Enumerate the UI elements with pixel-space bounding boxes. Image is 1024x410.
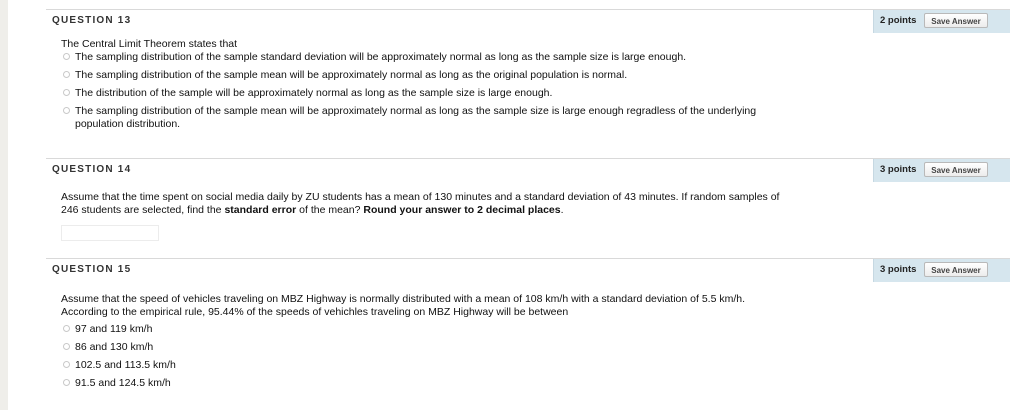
radio-button[interactable] [63,107,70,114]
points-box [873,259,1010,282]
question-stem [61,191,791,217]
question-stem: The Central Limit Theorem states that [61,38,238,50]
option-label: The sampling distribution of the sample mean will be approximately normal as long as the original population is normal. [75,69,628,81]
save-answer-button[interactable]: Save Answer [924,13,988,28]
radio-button[interactable] [63,89,70,96]
radio-button[interactable] [63,71,70,78]
question-13-body [46,34,1010,131]
stem-text: . [560,204,564,216]
points-label: 2 points [880,15,917,26]
points-box [873,10,1010,33]
answer-option[interactable] [61,323,1010,336]
answer-option[interactable] [61,87,1010,100]
option-label: 102.5 and 113.5 km/h [75,359,176,371]
points-label: 3 points [880,164,917,175]
radio-button[interactable] [63,379,70,386]
answer-option[interactable] [61,377,1010,390]
answer-option[interactable] [61,51,1010,64]
stem-emphasis: Round your answer to 2 decimal places [363,204,561,216]
question-13-header [46,9,1010,34]
question-15 [46,258,1010,390]
question-14-header [46,158,1010,183]
radio-button[interactable] [63,343,70,350]
question-number: QUESTION 14 [52,164,132,175]
answer-option[interactable] [61,69,1010,82]
option-label: The distribution of the sample will be approximately normal as long as the sample size is large enough. [75,87,553,99]
save-answer-button[interactable]: Save Answer [924,162,988,177]
points-box [873,159,1010,182]
option-label: The sampling distribution of the sample standard deviation will be approximately normal as long as the sample size is large enough. [75,51,687,63]
option-label: The sampling distribution of the sample mean will be approximately normal as long as the sample size is large enough regradless of the underlying population distribution. [75,105,757,130]
question-15-header [46,258,1010,283]
question-number: QUESTION 15 [52,264,132,275]
question-stem: Assume that the speed of vehicles traveling on MBZ Highway is normally distributed with a mean of 108 km/h with a standard deviation of 5.5 km/h. According to the empirical rule, 95.44% of the speeds of vehichles traveling on MBZ Highway will be between [61,293,746,318]
answer-option[interactable] [61,341,1010,354]
question-14 [46,158,1010,241]
option-label: 97 and 119 km/h [75,323,153,335]
points-label: 3 points [880,264,917,275]
radio-button[interactable] [63,361,70,368]
question-15-body [46,283,1010,390]
answer-input[interactable] [61,225,159,241]
save-answer-button[interactable]: Save Answer [924,262,988,277]
stem-text: of the mean? [296,204,364,216]
option-label: 86 and 130 km/h [75,341,154,353]
answer-option[interactable] [61,359,1010,372]
stem-emphasis: standard error [224,204,297,216]
quiz-page [8,0,1024,410]
stem-text: Assume that the time spent on social media daily by ZU students has a mean of 130 minutes and a standard deviation of 43 minutes. If random samples of 246 students are selected, find the [61,191,780,216]
radio-button[interactable] [63,53,70,60]
question-13 [46,9,1010,131]
question-14-body [46,183,791,241]
option-label: 91.5 and 124.5 km/h [75,377,171,389]
question-number: QUESTION 13 [52,15,132,26]
answer-option[interactable] [61,105,780,131]
radio-button[interactable] [63,325,70,332]
